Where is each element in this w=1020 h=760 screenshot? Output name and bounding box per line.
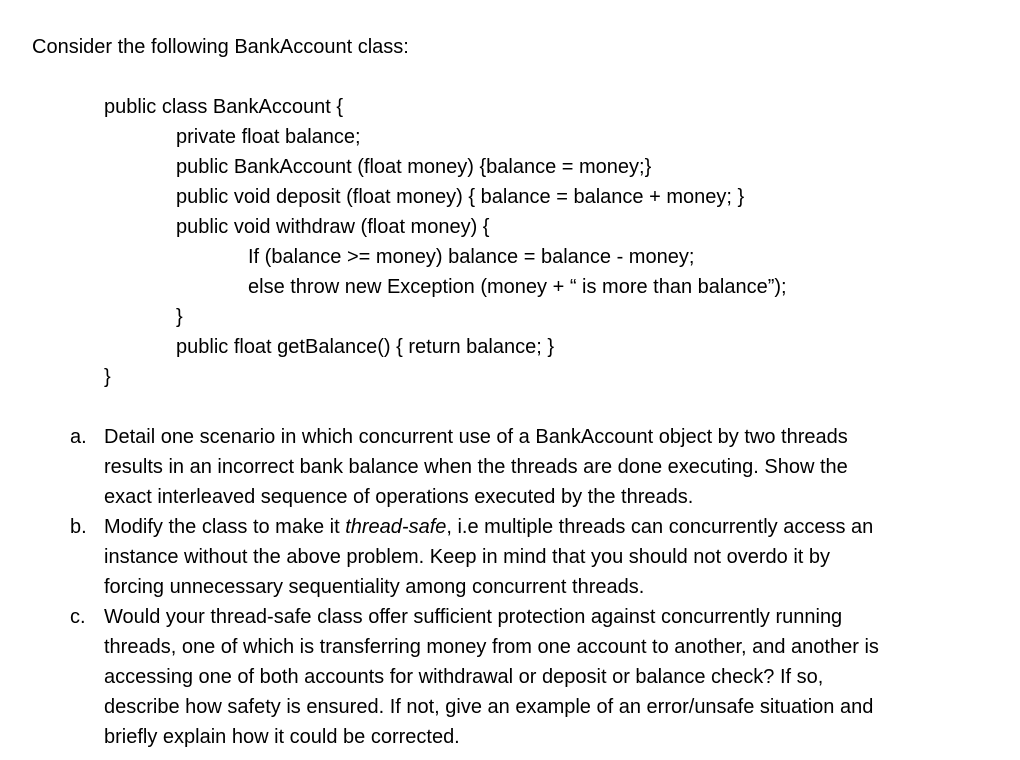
- code-line: public void withdraw (float money) {: [176, 216, 490, 238]
- question-line: threads, one of which is transferring money from one account to another, and another is: [104, 636, 879, 658]
- thread-safe-term: thread-safe: [345, 516, 447, 538]
- question-c-text: [104, 602, 984, 752]
- question-b-marker: b.: [70, 516, 87, 538]
- question-b-post: , i.e multiple threads can concurrently access an: [446, 516, 874, 538]
- question-a-marker: a.: [70, 426, 87, 448]
- question-line: briefly explain how it could be corrected.: [104, 726, 460, 748]
- question-c-marker: c.: [70, 606, 86, 628]
- question-line: exact interleaved sequence of operations executed by the threads.: [104, 486, 694, 508]
- question-line: forcing unnecessary sequentiality among concurrent threads.: [104, 576, 645, 598]
- intro-text: Consider the following BankAccount class:: [32, 36, 409, 58]
- question-a-text: [104, 422, 984, 512]
- question-line: instance without the above problem. Keep in mind that you should not overdo it by: [104, 546, 831, 568]
- code-line: }: [176, 306, 183, 328]
- code-line: else throw new Exception (money + “ is more than balance”);: [248, 276, 787, 298]
- code-line: public class BankAccount {: [104, 96, 344, 118]
- code-line: public void deposit (float money) { balance = balance + money; }: [176, 186, 745, 208]
- question-b-text: [104, 512, 984, 602]
- question-line: accessing one of both accounts for withdrawal or deposit or balance check? If so,: [104, 666, 824, 688]
- question-line: Detail one scenario in which concurrent use of a BankAccount object by two threads: [104, 426, 848, 448]
- question-b-pre: Modify the class to make it: [104, 516, 346, 538]
- code-line: public float getBalance() { return balance; }: [176, 336, 555, 358]
- code-line: private float balance;: [176, 126, 361, 148]
- code-line: }: [104, 366, 111, 388]
- code-line: If (balance >= money) balance = balance - money;: [248, 246, 695, 268]
- question-line: describe how safety is ensured. If not, give an example of an error/unsafe situation and: [104, 696, 874, 718]
- code-line: public BankAccount (float money) {balance = money;}: [176, 156, 652, 178]
- question-line: results in an incorrect bank balance when the threads are done executing. Show the: [104, 456, 848, 478]
- question-line: Would your thread-safe class offer sufficient protection against concurrently running: [104, 606, 843, 628]
- question-line: [104, 512, 984, 542]
